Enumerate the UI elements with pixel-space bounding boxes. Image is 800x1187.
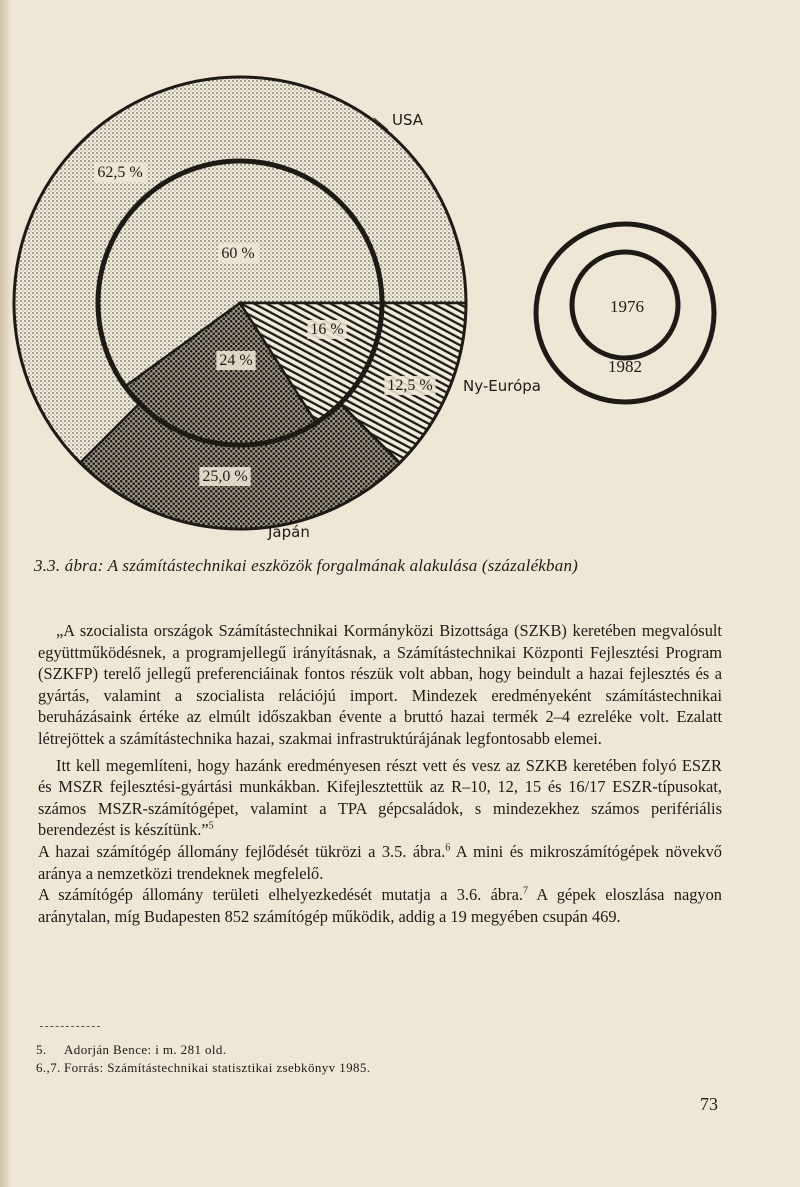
paragraph-3: [38, 841, 722, 884]
paragraph-3-text-b: A mini és mikroszámítógépek növekvő aránya a nemzetközi trendeknek megfelelő.: [38, 841, 722, 883]
legend-ny-europa: Ny-Európa: [463, 377, 541, 395]
inner-label-japn: 24 %: [219, 352, 253, 369]
footnote-number: 5.: [36, 1042, 47, 1057]
legend-usa: USA: [392, 111, 424, 129]
page-number: 73: [700, 1094, 718, 1114]
footnote-separator: [40, 1026, 100, 1027]
footnote-number: 6.,7.: [36, 1060, 61, 1075]
footnote-text: Adorján Bence: i m. 281 old.: [64, 1042, 227, 1057]
paragraph-4-text-a: A számítógép állomány területi elhelyezkedését mutatja a 3.6. ábra.: [38, 885, 523, 905]
footnote-ref-6: 6: [445, 842, 451, 854]
outer-label-usa: 62,5 %: [97, 164, 143, 181]
paragraph-2: [38, 755, 722, 841]
paragraph-4-text-b: A gépek eloszlása nagyon aránytalan, míg Budapesten 852 számítógép működik, addig a 19 megyében csupán 469.: [38, 885, 722, 926]
paragraph-4: [38, 884, 722, 927]
paragraph-2-text: Itt kell megemlíteni, hogy hazánk eredményesen részt vett és vesz az SZKB keretében folyó ESZR és MSZR fejlesztési-gyártási munkákban. Kifejlesztettük az R–10, 12, 15 és 16/17 ESZR-típusokat, számos MSZR-számítógépet, valamint a TPA gépcsaládok, s mindezekhez számos perifériális berendezést is készítünk.”: [38, 755, 722, 840]
figure-caption: [34, 556, 774, 576]
caption-number: 3.3. ábra:: [34, 556, 104, 575]
footnote-text: Forrás: Számítástechnikai statisztikai zsebkönyv 1985.: [64, 1060, 371, 1075]
body-text: [38, 620, 722, 927]
outer-label-japn: 25,0 %: [202, 468, 248, 485]
footnote-5: [36, 1041, 636, 1059]
footnote-6-7: [36, 1059, 636, 1077]
legend-year-1976: 1976: [610, 297, 644, 316]
caption-text: A számítástechnikai eszközök forgalmának alakulása (százalékban): [107, 556, 579, 575]
footnotes: [36, 1041, 636, 1077]
legend-japan: Japán: [268, 523, 310, 541]
year-rings-legend: [536, 224, 714, 402]
outer-label-nyeurpa: 12,5 %: [387, 377, 433, 394]
nested-pie-chart: [0, 0, 800, 555]
footnote-ref-5: 5: [208, 820, 214, 832]
legend-year-1982: 1982: [608, 357, 642, 376]
inner-label-usa: 60 %: [221, 245, 255, 262]
inner-label-nyeurpa: 16 %: [310, 321, 344, 338]
inner-ring-1976: [98, 161, 382, 445]
paragraph-1: „A szocialista országok Számítástechnikai Kormányközi Bizottsága (SZKB) keretében megvalósult együttműködésnek, a programjellegű irányításnak, a Számítástechnikai Központi Fejlesztési Program (SZKFP) terelő jellegű preferenciáinak fontos részük volt abban, hogy beindult a hazai fejlesztés és a gyártás, valamint a szocialista relációjú import. Mindezek eredményeként számítástechnikai beruházásaink értéke az elmúlt időszakban évente a bruttó hazai termék 2–4 ezreléke volt. Ezalatt létrejöttek a számítástechnika hazai, szakmai infrastruktúrájának legfontosabb elemei.: [38, 621, 722, 748]
paragraph-3-text-a: A hazai számítógép állomány fejlődését tükrözi a 3.5. ábra.: [38, 841, 446, 861]
footnote-ref-7: 7: [522, 885, 528, 897]
